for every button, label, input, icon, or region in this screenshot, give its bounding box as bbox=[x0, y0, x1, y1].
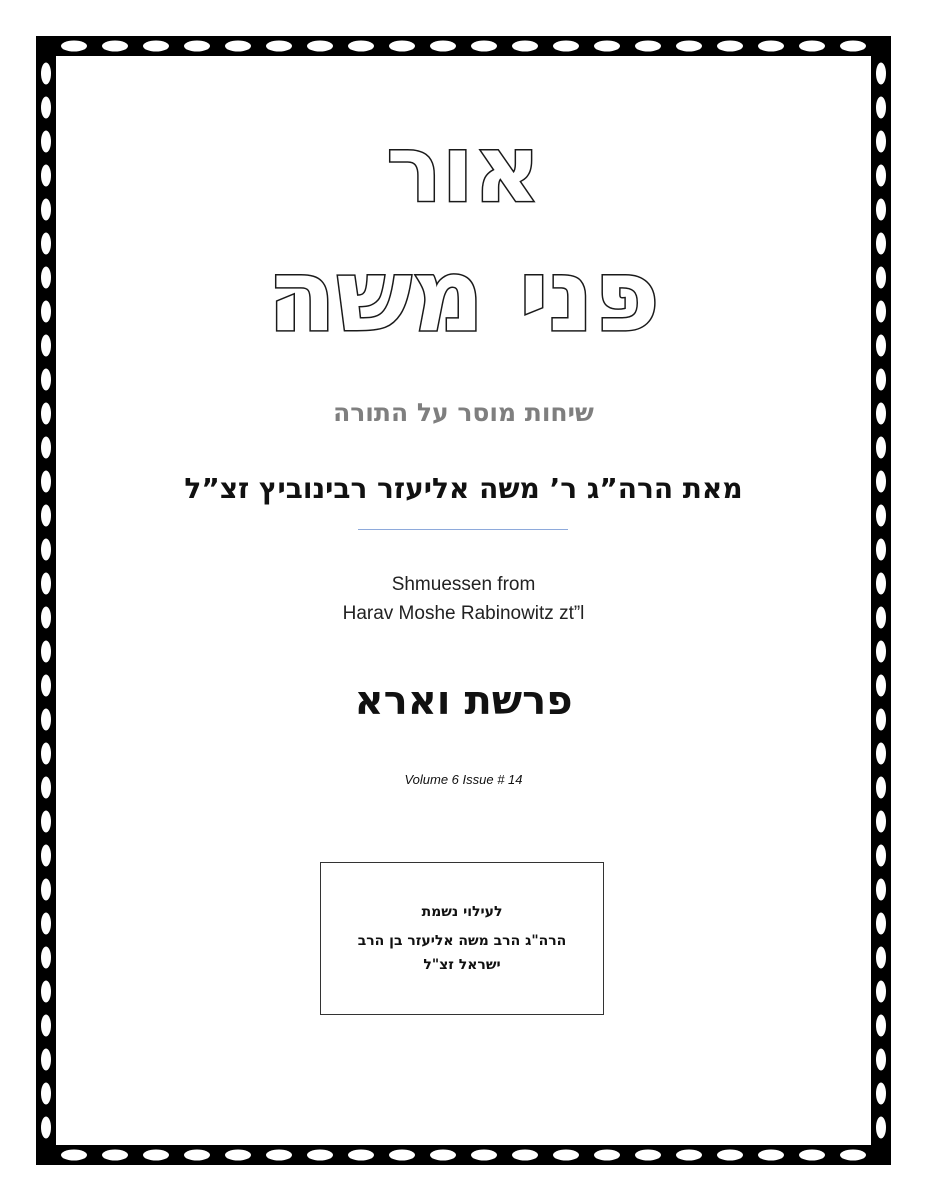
decorative-page-border bbox=[36, 36, 891, 1165]
english-line-2: Harav Moshe Rabinowitz zt”l bbox=[342, 603, 585, 624]
memorial-line-3: ישראל זצ"ל bbox=[423, 957, 501, 973]
author-hebrew: מאת הרה”ג ר’ משה אליעזר רבינוביץ זצ”ל bbox=[184, 472, 743, 505]
english-line-1: Shmuessen from bbox=[391, 574, 536, 595]
divider-line bbox=[358, 529, 568, 530]
memorial-line-1: לעילוי נשמת bbox=[421, 904, 503, 920]
memorial-line-2: הרה"ג הרב משה אליעזר בן הרב bbox=[357, 933, 567, 949]
subtitle: שיחות מוסר על התורה bbox=[333, 398, 594, 427]
parsha-title: פרשת וארא bbox=[354, 678, 573, 724]
volume-issue: Volume 6 Issue # 14 bbox=[404, 772, 523, 787]
cover-content bbox=[36, 36, 891, 1165]
memorial-box bbox=[320, 862, 604, 1015]
title-line-1: אור bbox=[386, 116, 541, 223]
title-line-2: פני משה bbox=[267, 237, 660, 354]
